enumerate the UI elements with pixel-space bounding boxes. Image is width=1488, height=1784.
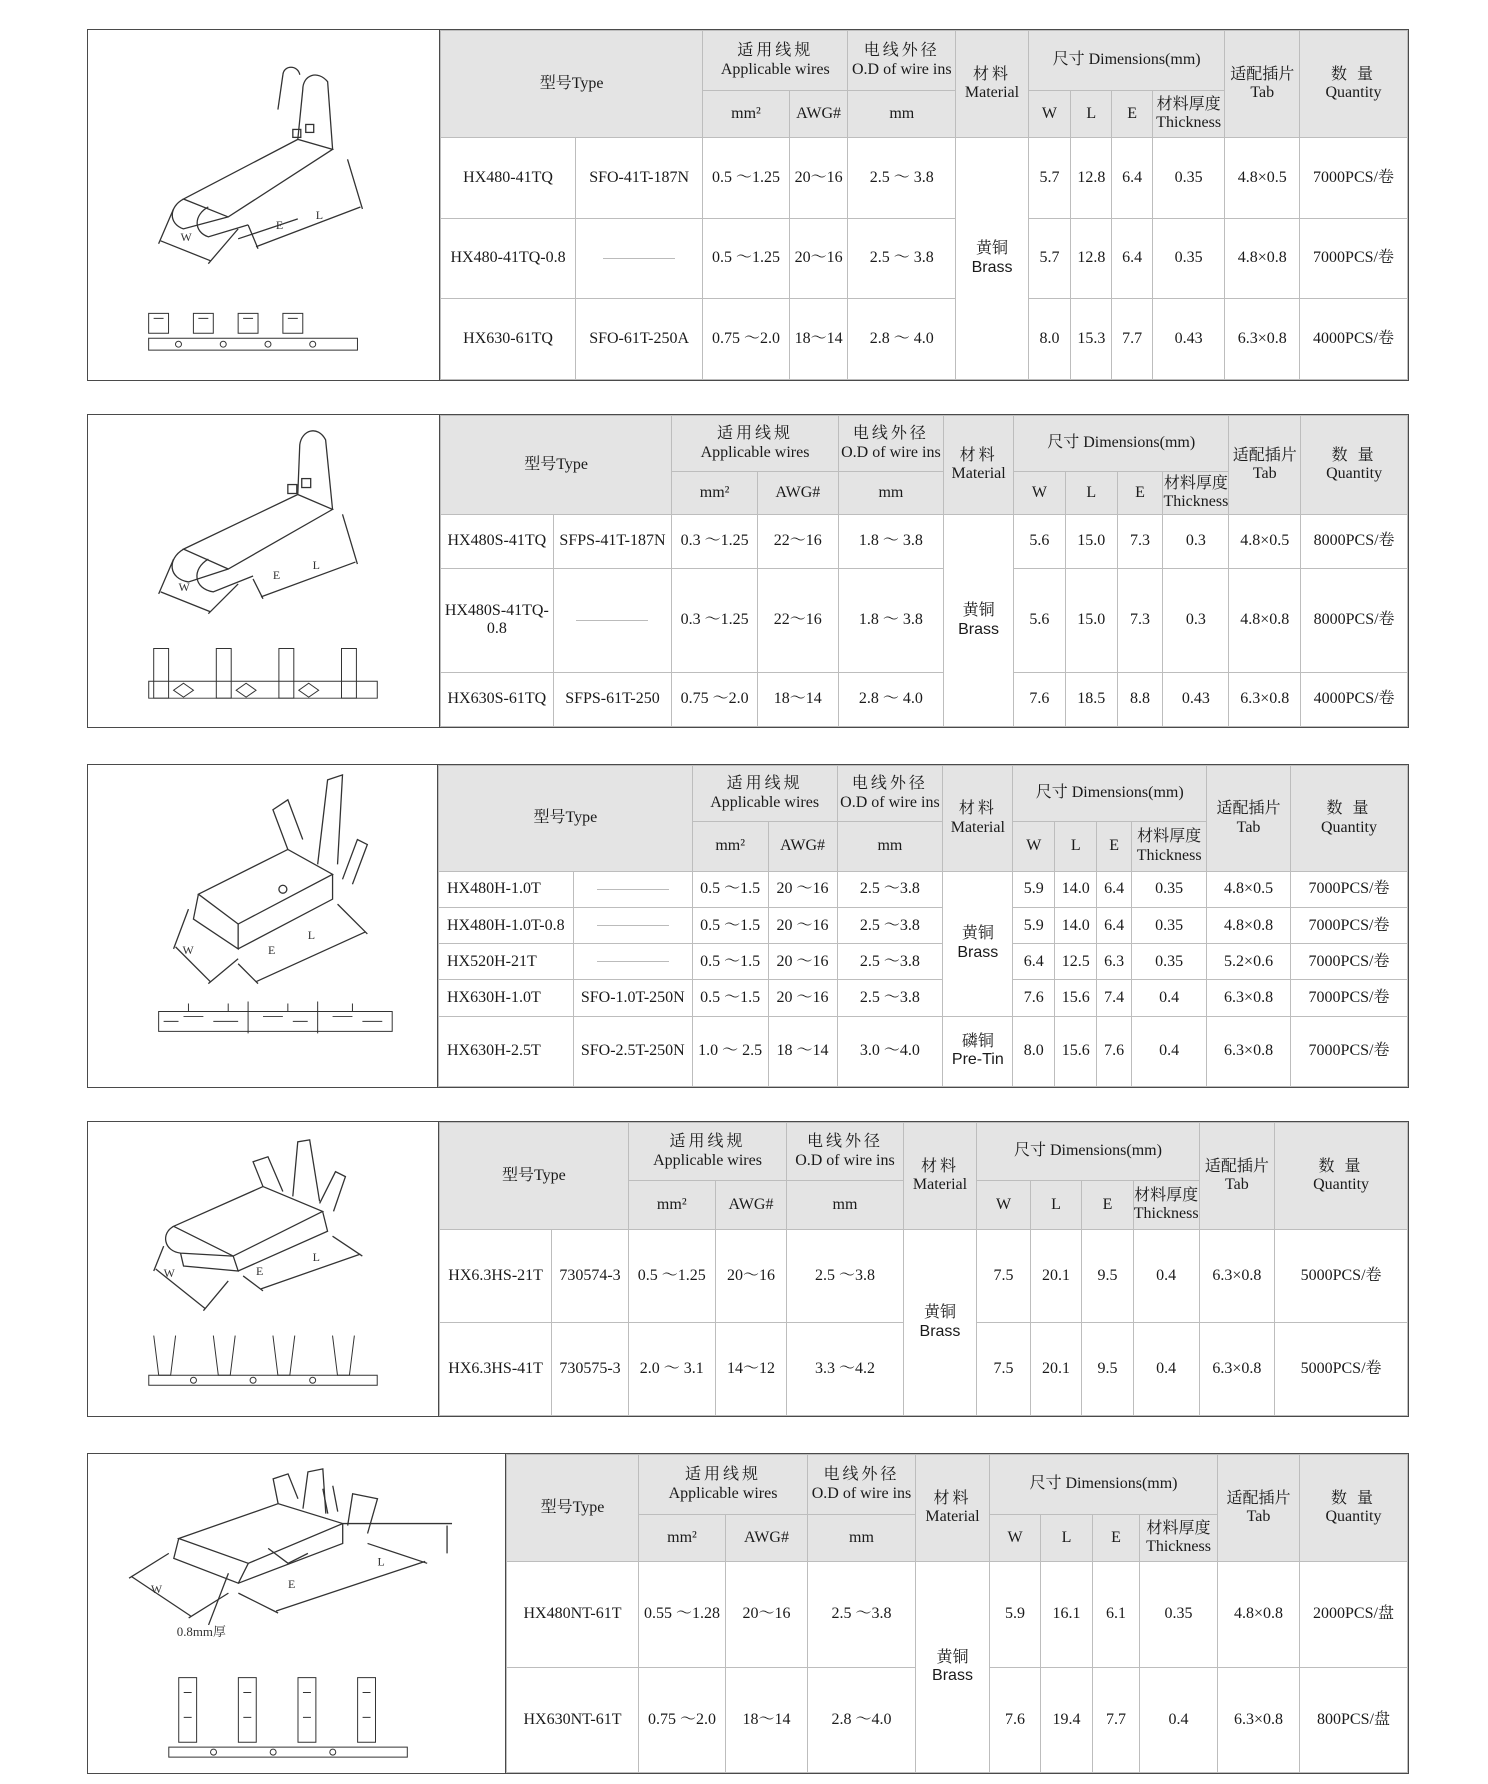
header-material: 材料 Material — [943, 766, 1013, 872]
cell-tab: 4.8×0.8 — [1207, 908, 1291, 944]
header-mm2: mm² — [692, 822, 768, 872]
dim-label-e: E — [275, 217, 284, 232]
cell-w: 7.6 — [990, 1667, 1041, 1773]
header-e: E — [1097, 822, 1132, 872]
cell-thickness: 0.4 — [1133, 1230, 1199, 1323]
cell-w: 8.0 — [1013, 1016, 1055, 1086]
cell-quantity: 5000PCS/卷 — [1275, 1230, 1408, 1323]
header-od: 电线外径 O.D of wire ins — [837, 766, 943, 822]
cell-quantity: 7000PCS/卷 — [1291, 980, 1408, 1016]
cell-od: 1.8 ～ 3.8 — [838, 515, 943, 569]
cell-mm2: 0.3 ～1.25 — [672, 515, 758, 569]
cell-mm2: 0.5 ～1.25 — [703, 218, 790, 299]
cell-awg: 18～14 — [789, 299, 847, 380]
cell-alt-empty — [573, 872, 692, 908]
cell-od: 2.8 ～ 4.0 — [838, 673, 943, 727]
cell-quantity: 5000PCS/卷 — [1275, 1323, 1408, 1416]
header-l: L — [1065, 472, 1117, 515]
dim-label-e: E — [256, 1263, 264, 1278]
cell-quantity: 7000PCS/卷 — [1291, 1016, 1408, 1086]
cell-material: 黄铜 Brass — [956, 138, 1029, 380]
header-wires: 适用线规 Applicable wires — [692, 766, 837, 822]
cell-od: 2.5 ～3.8 — [808, 1562, 916, 1668]
header-quantity: 数 量 Quantity — [1291, 766, 1408, 872]
cell-alt: SFO-61T-250A — [576, 299, 703, 380]
cell-tab: 6.3×0.8 — [1207, 1016, 1291, 1086]
header-material: 材料 Material — [916, 1455, 990, 1562]
cell-e: 7.7 — [1112, 299, 1152, 380]
header-quantity: 数 量 Quantity — [1300, 31, 1408, 138]
cell-tab: 4.8×0.5 — [1207, 872, 1291, 908]
cell-w: 5.9 — [990, 1562, 1041, 1668]
header-quantity: 数 量 Quantity — [1300, 1455, 1408, 1562]
dim-label-l: L — [315, 207, 323, 222]
header-thickness: 材料厚度 Thickness — [1163, 472, 1229, 515]
cell-tab: 6.3×0.8 — [1199, 1230, 1275, 1323]
table-row — [441, 138, 1408, 219]
cell-awg: 22～16 — [757, 568, 838, 673]
cell-tab: 6.3×0.8 — [1207, 980, 1291, 1016]
header-w: W — [1028, 91, 1070, 138]
cell-thickness: 0.4 — [1133, 1323, 1199, 1416]
cell-alt: 730575-3 — [552, 1323, 629, 1416]
terminal-drawing-4 — [88, 1122, 438, 1416]
cell-e: 6.4 — [1112, 218, 1152, 299]
cell-material: 黄铜 Brass — [916, 1562, 990, 1773]
header-w: W — [1013, 822, 1055, 872]
cell-l: 15.6 — [1055, 1016, 1097, 1086]
product-image-3 — [88, 765, 438, 1087]
cell-awg: 18～14 — [726, 1667, 808, 1773]
cell-od: 2.5 ～3.8 — [837, 944, 943, 980]
cell-e: 6.4 — [1112, 138, 1152, 219]
product-block-2 — [87, 414, 1409, 728]
cell-alt: SFPS-41T-187N — [553, 515, 672, 569]
header-od-unit: mm — [808, 1515, 916, 1562]
header-e: E — [1117, 472, 1163, 515]
spec-table-1 — [440, 30, 1408, 380]
header-thickness: 材料厚度 Thickness — [1132, 822, 1207, 872]
table-row — [439, 944, 1408, 980]
header-wires: 适用线规 Applicable wires — [628, 1123, 786, 1181]
cell-alt: SFO-1.0T-250N — [573, 980, 692, 1016]
cell-od: 2.8 ～4.0 — [808, 1667, 916, 1773]
cell-alt-empty — [553, 568, 672, 673]
cell-alt: 730574-3 — [552, 1230, 629, 1323]
dim-label-l: L — [307, 927, 316, 942]
cell-tab: 4.8×0.8 — [1225, 218, 1300, 299]
cell-model: HX480NT-61T — [507, 1562, 639, 1668]
cell-model: HX480S-41TQ-0.8 — [441, 568, 554, 673]
thickness-note: 0.8mm厚 — [176, 1623, 226, 1639]
cell-mm2: 0.5 ～1.5 — [692, 944, 768, 980]
cell-w: 5.6 — [1014, 515, 1066, 569]
cell-mm2: 0.5 ～1.25 — [628, 1230, 715, 1323]
header-l: L — [1055, 822, 1097, 872]
cell-od: 2.5 ～ 3.8 — [848, 138, 956, 219]
cell-tab: 6.3×0.8 — [1199, 1323, 1275, 1416]
header-thickness: 材料厚度 Thickness — [1152, 91, 1225, 138]
header-od: 电线外径 O.D of wire ins — [848, 31, 956, 91]
cell-l: 14.0 — [1055, 872, 1097, 908]
cell-l: 15.6 — [1055, 980, 1097, 1016]
dim-label-l: L — [312, 1250, 320, 1265]
cell-od: 2.5 ～3.8 — [837, 872, 943, 908]
cell-alt-empty — [576, 218, 703, 299]
header-l: L — [1041, 1515, 1093, 1562]
cell-awg: 20～16 — [789, 138, 847, 219]
header-l: L — [1030, 1181, 1082, 1230]
table-row — [507, 1562, 1408, 1668]
cell-e: 9.5 — [1082, 1230, 1133, 1323]
cell-mm2: 1.0 ～ 2.5 — [692, 1016, 768, 1086]
cell-e: 7.3 — [1117, 515, 1163, 569]
header-type: 型号Type — [441, 31, 703, 138]
cell-awg: 20～16 — [726, 1562, 808, 1668]
header-dimensions: 尺寸 Dimensions(mm) — [1013, 766, 1207, 822]
cell-model: HX480-41TQ-0.8 — [441, 218, 576, 299]
cell-thickness: 0.3 — [1163, 515, 1229, 569]
spec-table-4 — [439, 1122, 1408, 1416]
product-block-1 — [87, 29, 1409, 381]
header-tab: 适配插片 Tab — [1207, 766, 1291, 872]
cell-mm2: 0.5 ～1.5 — [692, 872, 768, 908]
cell-od: 2.5 ～3.8 — [787, 1230, 903, 1323]
cell-e: 6.4 — [1097, 872, 1132, 908]
cell-model: HX6.3HS-41T — [440, 1323, 552, 1416]
cell-awg: 18～14 — [757, 673, 838, 727]
cell-mm2: 0.75 ～2.0 — [703, 299, 790, 380]
header-dimensions: 尺寸 Dimensions(mm) — [990, 1455, 1218, 1515]
header-dimensions: 尺寸 Dimensions(mm) — [1028, 31, 1225, 91]
header-e: E — [1082, 1181, 1133, 1230]
product-image-5 — [88, 1454, 506, 1773]
cell-tab: 6.3×0.8 — [1218, 1667, 1300, 1773]
cell-w: 6.4 — [1013, 944, 1055, 980]
header-mm2: mm² — [639, 1515, 726, 1562]
cell-awg: 14～12 — [715, 1323, 787, 1416]
cell-quantity: 4000PCS/卷 — [1300, 299, 1408, 380]
header-wires: 适用线规 Applicable wires — [672, 416, 838, 472]
header-type: 型号Type — [439, 766, 693, 872]
table-row — [439, 872, 1408, 908]
cell-quantity: 7000PCS/卷 — [1300, 138, 1408, 219]
cell-model: HX630-61TQ — [441, 299, 576, 380]
header-od-unit: mm — [837, 822, 943, 872]
header-od-unit: mm — [787, 1181, 903, 1230]
header-quantity: 数 量 Quantity — [1301, 416, 1408, 515]
dim-label-e: E — [272, 567, 281, 582]
cell-w: 7.6 — [1014, 673, 1066, 727]
cell-tab: 4.8×0.5 — [1225, 138, 1300, 219]
dim-label-w: W — [180, 229, 192, 244]
table-row — [441, 673, 1408, 727]
cell-e: 9.5 — [1082, 1323, 1133, 1416]
header-tab: 适配插片 Tab — [1225, 31, 1300, 138]
cell-w: 7.5 — [977, 1323, 1030, 1416]
header-e: E — [1093, 1515, 1140, 1562]
cell-e: 6.4 — [1097, 908, 1132, 944]
dim-label-w: W — [150, 1582, 163, 1597]
cell-quantity: 7000PCS/卷 — [1291, 872, 1408, 908]
header-od-unit: mm — [848, 91, 956, 138]
cell-tab: 4.8×0.8 — [1229, 568, 1301, 673]
cell-e: 7.6 — [1097, 1016, 1132, 1086]
header-awg: AWG# — [757, 472, 838, 515]
product-image-4 — [88, 1122, 439, 1416]
cell-mm2: 0.55 ～1.28 — [639, 1562, 726, 1668]
cell-model: HX480H-1.0T-0.8 — [439, 908, 574, 944]
table-row — [440, 1230, 1408, 1323]
table-row — [441, 568, 1408, 673]
cell-thickness: 0.35 — [1132, 872, 1207, 908]
cell-quantity: 7000PCS/卷 — [1291, 944, 1408, 980]
header-awg: AWG# — [715, 1181, 787, 1230]
header-w: W — [977, 1181, 1030, 1230]
header-dimensions: 尺寸 Dimensions(mm) — [1014, 416, 1229, 472]
product-image-2 — [88, 415, 440, 727]
cell-l: 20.1 — [1030, 1323, 1082, 1416]
cell-thickness: 0.3 — [1163, 568, 1229, 673]
header-awg: AWG# — [768, 822, 837, 872]
cell-awg: 20～16 — [715, 1230, 787, 1323]
cell-tab: 6.3×0.8 — [1225, 299, 1300, 380]
cell-l: 14.0 — [1055, 908, 1097, 944]
cell-awg: 20 ～16 — [768, 980, 837, 1016]
cell-model: HX6.3HS-21T — [440, 1230, 552, 1323]
cell-l: 12.8 — [1071, 218, 1112, 299]
cell-model: HX630S-61TQ — [441, 673, 554, 727]
table-row — [441, 515, 1408, 569]
table-row — [439, 908, 1408, 944]
cell-mm2: 0.75 ～2.0 — [639, 1667, 726, 1773]
cell-e: 7.4 — [1097, 980, 1132, 1016]
cell-awg: 20 ～16 — [768, 908, 837, 944]
cell-e: 8.8 — [1117, 673, 1163, 727]
cell-w: 7.5 — [977, 1230, 1030, 1323]
cell-w: 5.7 — [1028, 138, 1070, 219]
product-block-4 — [87, 1121, 1409, 1417]
dim-label-e: E — [288, 1577, 296, 1592]
cell-alt: SFO-2.5T-250N — [573, 1016, 692, 1086]
cell-od: 2.5 ～3.8 — [837, 980, 943, 1016]
cell-l: 15.3 — [1071, 299, 1112, 380]
cell-thickness: 0.35 — [1152, 218, 1225, 299]
cell-quantity: 7000PCS/卷 — [1300, 218, 1408, 299]
header-type: 型号Type — [441, 416, 672, 515]
cell-w: 5.9 — [1013, 908, 1055, 944]
cell-od: 2.8 ～ 4.0 — [848, 299, 956, 380]
cell-model: HX630H-2.5T — [439, 1016, 574, 1086]
cell-quantity: 8000PCS/卷 — [1301, 515, 1408, 569]
cell-w: 8.0 — [1028, 299, 1070, 380]
cell-mm2: 0.5 ～1.5 — [692, 908, 768, 944]
product-block-5 — [87, 1453, 1409, 1774]
cell-od: 3.3 ～4.2 — [787, 1323, 903, 1416]
product-image-1 — [88, 30, 440, 380]
cell-e: 7.7 — [1093, 1667, 1140, 1773]
cell-od: 1.8 ～ 3.8 — [838, 568, 943, 673]
cell-thickness: 0.35 — [1132, 944, 1207, 980]
cell-od: 3.0 ～4.0 — [837, 1016, 943, 1086]
cell-e: 7.3 — [1117, 568, 1163, 673]
cell-material: 黄铜 Brass — [943, 872, 1013, 1017]
cell-tab: 5.2×0.6 — [1207, 944, 1291, 980]
cell-e: 6.3 — [1097, 944, 1132, 980]
cell-alt-empty — [573, 908, 692, 944]
header-tab: 适配插片 Tab — [1199, 1123, 1275, 1230]
header-mm2: mm² — [672, 472, 758, 515]
dim-label-w: W — [178, 579, 190, 594]
header-od-unit: mm — [838, 472, 943, 515]
cell-mm2: 0.5 ～1.5 — [692, 980, 768, 1016]
cell-material: 黄铜 Brass — [944, 515, 1014, 727]
cell-l: 12.5 — [1055, 944, 1097, 980]
header-od: 电线外径 O.D of wire ins — [838, 416, 943, 472]
header-tab: 适配插片 Tab — [1218, 1455, 1300, 1562]
cell-thickness: 0.4 — [1140, 1667, 1218, 1773]
cell-od: 2.5 ～ 3.8 — [848, 218, 956, 299]
cell-thickness: 0.43 — [1152, 299, 1225, 380]
header-dimensions: 尺寸 Dimensions(mm) — [977, 1123, 1199, 1181]
terminal-drawing-2 — [88, 415, 439, 727]
terminal-drawing-3 — [88, 765, 437, 1087]
cell-mm2: 0.75 ～2.0 — [672, 673, 758, 727]
cell-e: 6.1 — [1093, 1562, 1140, 1668]
cell-thickness: 0.43 — [1163, 673, 1229, 727]
cell-awg: 18 ～14 — [768, 1016, 837, 1086]
cell-material-pretin: 磷铜 Pre-Tin — [943, 1016, 1013, 1086]
cell-tab: 4.8×0.5 — [1229, 515, 1301, 569]
cell-model: HX480S-41TQ — [441, 515, 554, 569]
header-w: W — [1014, 472, 1066, 515]
cell-model: HX480-41TQ — [441, 138, 576, 219]
header-wires: 适用线规 Applicable wires — [639, 1455, 808, 1515]
cell-mm2: 0.5 ～1.25 — [703, 138, 790, 219]
table-row — [439, 980, 1408, 1016]
cell-l: 20.1 — [1030, 1230, 1082, 1323]
header-awg: AWG# — [789, 91, 847, 138]
header-e: E — [1112, 91, 1152, 138]
cell-l: 15.0 — [1065, 515, 1117, 569]
cell-w: 5.6 — [1014, 568, 1066, 673]
cell-model: HX630H-1.0T — [439, 980, 574, 1016]
header-thickness: 材料厚度 Thickness — [1140, 1515, 1218, 1562]
cell-tab: 6.3×0.8 — [1229, 673, 1301, 727]
header-material: 材料 Material — [903, 1123, 977, 1230]
cell-model: HX480H-1.0T — [439, 872, 574, 908]
header-mm2: mm² — [628, 1181, 715, 1230]
header-material: 材料 Material — [956, 31, 1029, 138]
header-type: 型号Type — [507, 1455, 639, 1562]
cell-w: 5.7 — [1028, 218, 1070, 299]
header-thickness: 材料厚度 Thickness — [1133, 1181, 1199, 1230]
terminal-drawing-1 — [88, 30, 439, 380]
header-mm2: mm² — [703, 91, 790, 138]
cell-tab: 4.8×0.8 — [1218, 1562, 1300, 1668]
header-tab: 适配插片 Tab — [1229, 416, 1301, 515]
cell-l: 18.5 — [1065, 673, 1117, 727]
cell-thickness: 0.4 — [1132, 980, 1207, 1016]
cell-mm2: 2.0 ～ 3.1 — [628, 1323, 715, 1416]
cell-material: 黄铜 Brass — [903, 1230, 977, 1416]
header-wires: 适用线规 Applicable wires — [703, 31, 848, 91]
cell-mm2: 0.3 ～1.25 — [672, 568, 758, 673]
cell-model: HX520H-21T — [439, 944, 574, 980]
cell-awg: 20～16 — [789, 218, 847, 299]
dim-label-l: L — [312, 558, 320, 573]
table-row — [441, 299, 1408, 380]
dim-label-w: W — [163, 1265, 175, 1280]
cell-alt: SFPS-61T-250 — [553, 673, 672, 727]
spec-table-3 — [438, 765, 1408, 1087]
spec-table-2 — [440, 415, 1408, 727]
cell-awg: 20 ～16 — [768, 944, 837, 980]
header-l: L — [1071, 91, 1112, 138]
cell-od: 2.5 ～3.8 — [837, 908, 943, 944]
terminal-drawing-5 — [88, 1454, 505, 1773]
cell-quantity: 2000PCS/盘 — [1300, 1562, 1408, 1668]
cell-l: 19.4 — [1041, 1667, 1093, 1773]
cell-l: 16.1 — [1041, 1562, 1093, 1668]
dim-label-w: W — [182, 942, 194, 957]
dim-label-l: L — [377, 1554, 385, 1569]
cell-alt: SFO-41T-187N — [576, 138, 703, 219]
table-row — [439, 1016, 1408, 1086]
header-w: W — [990, 1515, 1041, 1562]
cell-thickness: 0.35 — [1140, 1562, 1218, 1668]
cell-thickness: 0.35 — [1152, 138, 1225, 219]
cell-l: 12.8 — [1071, 138, 1112, 219]
header-type: 型号Type — [440, 1123, 629, 1230]
cell-w: 7.6 — [1013, 980, 1055, 1016]
cell-thickness: 0.4 — [1132, 1016, 1207, 1086]
spec-table-5 — [506, 1454, 1408, 1773]
cell-quantity: 4000PCS/卷 — [1301, 673, 1408, 727]
header-od: 电线外径 O.D of wire ins — [787, 1123, 903, 1181]
header-od: 电线外径 O.D of wire ins — [808, 1455, 916, 1515]
dim-label-e: E — [267, 942, 276, 957]
header-awg: AWG# — [726, 1515, 808, 1562]
cell-w: 5.9 — [1013, 872, 1055, 908]
cell-quantity: 8000PCS/卷 — [1301, 568, 1408, 673]
cell-awg: 22～16 — [757, 515, 838, 569]
product-block-3 — [87, 764, 1409, 1088]
header-quantity: 数 量 Quantity — [1275, 1123, 1408, 1230]
cell-alt-empty — [573, 944, 692, 980]
cell-thickness: 0.35 — [1132, 908, 1207, 944]
header-material: 材料 Material — [944, 416, 1014, 515]
cell-awg: 20 ～16 — [768, 872, 837, 908]
cell-l: 15.0 — [1065, 568, 1117, 673]
cell-quantity: 7000PCS/卷 — [1291, 908, 1408, 944]
table-row — [441, 218, 1408, 299]
cell-quantity: 800PCS/盘 — [1300, 1667, 1408, 1773]
cell-model: HX630NT-61T — [507, 1667, 639, 1773]
